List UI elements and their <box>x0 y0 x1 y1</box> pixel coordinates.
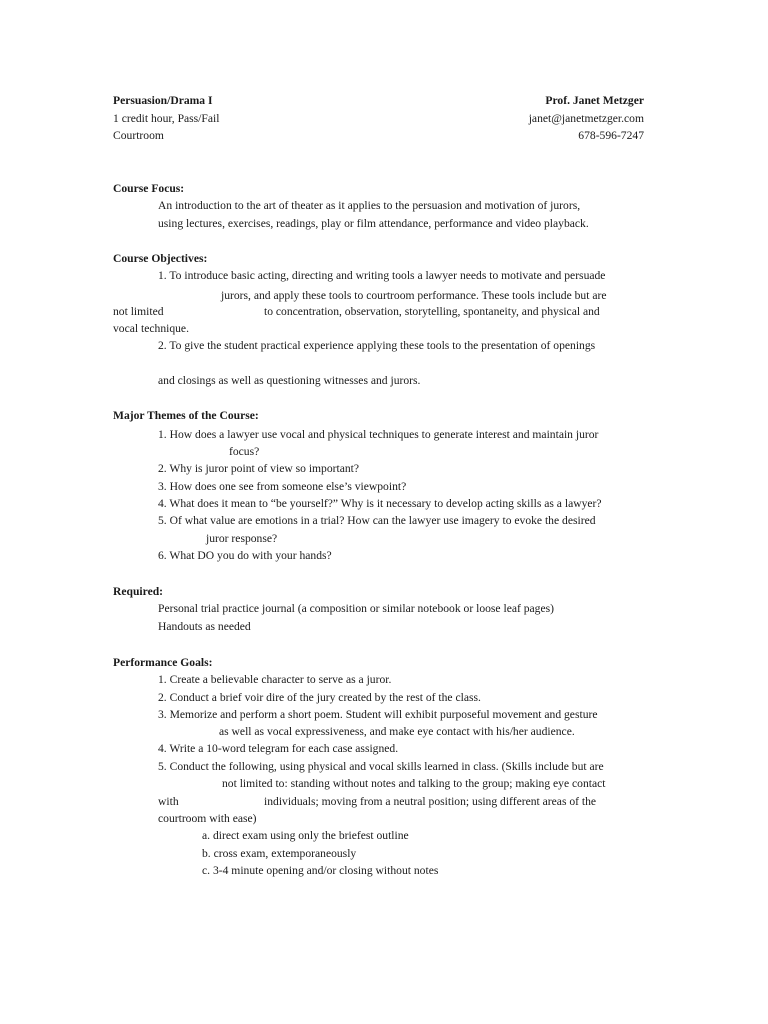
theme-line: juror response? <box>206 532 278 545</box>
performance-goals-heading: Performance Goals: <box>113 656 213 669</box>
theme-line: 2. Why is juror point of view so important? <box>158 462 360 475</box>
goal-line: courtroom with ease) <box>158 812 257 825</box>
goal-subitem: c. 3-4 minute opening and/or closing without notes <box>202 864 439 877</box>
course-objectives-heading: Course Objectives: <box>113 252 208 265</box>
required-item: Personal trial practice journal (a composition or similar notebook or loose leaf pages) <box>158 602 554 615</box>
theme-line: focus? <box>229 445 260 458</box>
course-title: Persuasion/Drama I <box>113 94 213 107</box>
goal-line: 1. Create a believable character to serve as a juror. <box>158 673 392 686</box>
theme-line: 5. Of what value are emotions in a trial? How can the lawyer use imagery to evoke the desired <box>158 514 596 527</box>
goal-line: not limited to: standing without notes and talking to the group; making eye contact <box>222 777 606 790</box>
objective-line: not limited <box>113 305 164 318</box>
instructor-name: Prof. Janet Metzger <box>545 94 644 107</box>
theme-line: 3. How does one see from someone else’s viewpoint? <box>158 480 407 493</box>
goal-line: as well as vocal expressiveness, and make eye contact with his/her audience. <box>219 725 575 738</box>
course-focus-line: using lectures, exercises, readings, play or film attendance, performance and video playback. <box>158 217 589 230</box>
goal-line: 2. Conduct a brief voir dire of the jury created by the rest of the class. <box>158 691 481 704</box>
goal-subitem: b. cross exam, extemporaneously <box>202 847 357 860</box>
objective-line: 2. To give the student practical experience applying these tools to the presentation of openings <box>158 339 596 352</box>
goal-line: 4. Write a 10-word telegram for each case assigned. <box>158 742 399 755</box>
goal-subitem: a. direct exam using only the briefest outline <box>202 829 409 842</box>
goal-line: individuals; moving from a neutral position; using different areas of the <box>264 795 597 808</box>
objective-line: 1. To introduce basic acting, directing and writing tools a lawyer needs to motivate and persuade <box>158 269 606 282</box>
themes-heading: Major Themes of the Course: <box>113 409 259 422</box>
course-location: Courtroom <box>113 129 164 142</box>
objective-line: vocal technique. <box>113 322 189 335</box>
required-heading: Required: <box>113 585 164 598</box>
course-credits: 1 credit hour, Pass/Fail <box>113 112 220 125</box>
goal-line: with <box>158 795 179 808</box>
objective-line: to concentration, observation, storytelling, spontaneity, and physical and <box>264 305 600 318</box>
required-item: Handouts as needed <box>158 620 251 633</box>
theme-line: 4. What does it mean to “be yourself?” Why is it necessary to develop acting skills as a lawyer? <box>158 497 602 510</box>
goal-line: 3. Memorize and perform a short poem. Student will exhibit purposeful movement and gesture <box>158 708 598 721</box>
course-focus-heading: Course Focus: <box>113 182 185 195</box>
instructor-phone: 678-596-7247 <box>578 129 644 142</box>
objective-line: and closings as well as questioning witnesses and jurors. <box>158 374 421 387</box>
instructor-email: janet@janetmetzger.com <box>528 112 644 125</box>
course-focus-line: An introduction to the art of theater as it applies to the persuasion and motivation of jurors, <box>158 199 581 212</box>
goal-line: 5. Conduct the following, using physical and vocal skills learned in class. (Skills include but are <box>158 760 604 773</box>
theme-line: 6. What DO you do with your hands? <box>158 549 332 562</box>
objective-line: jurors, and apply these tools to courtroom performance. These tools include but are <box>221 289 607 302</box>
theme-line: 1. How does a lawyer use vocal and physical techniques to generate interest and maintain juror <box>158 428 599 441</box>
